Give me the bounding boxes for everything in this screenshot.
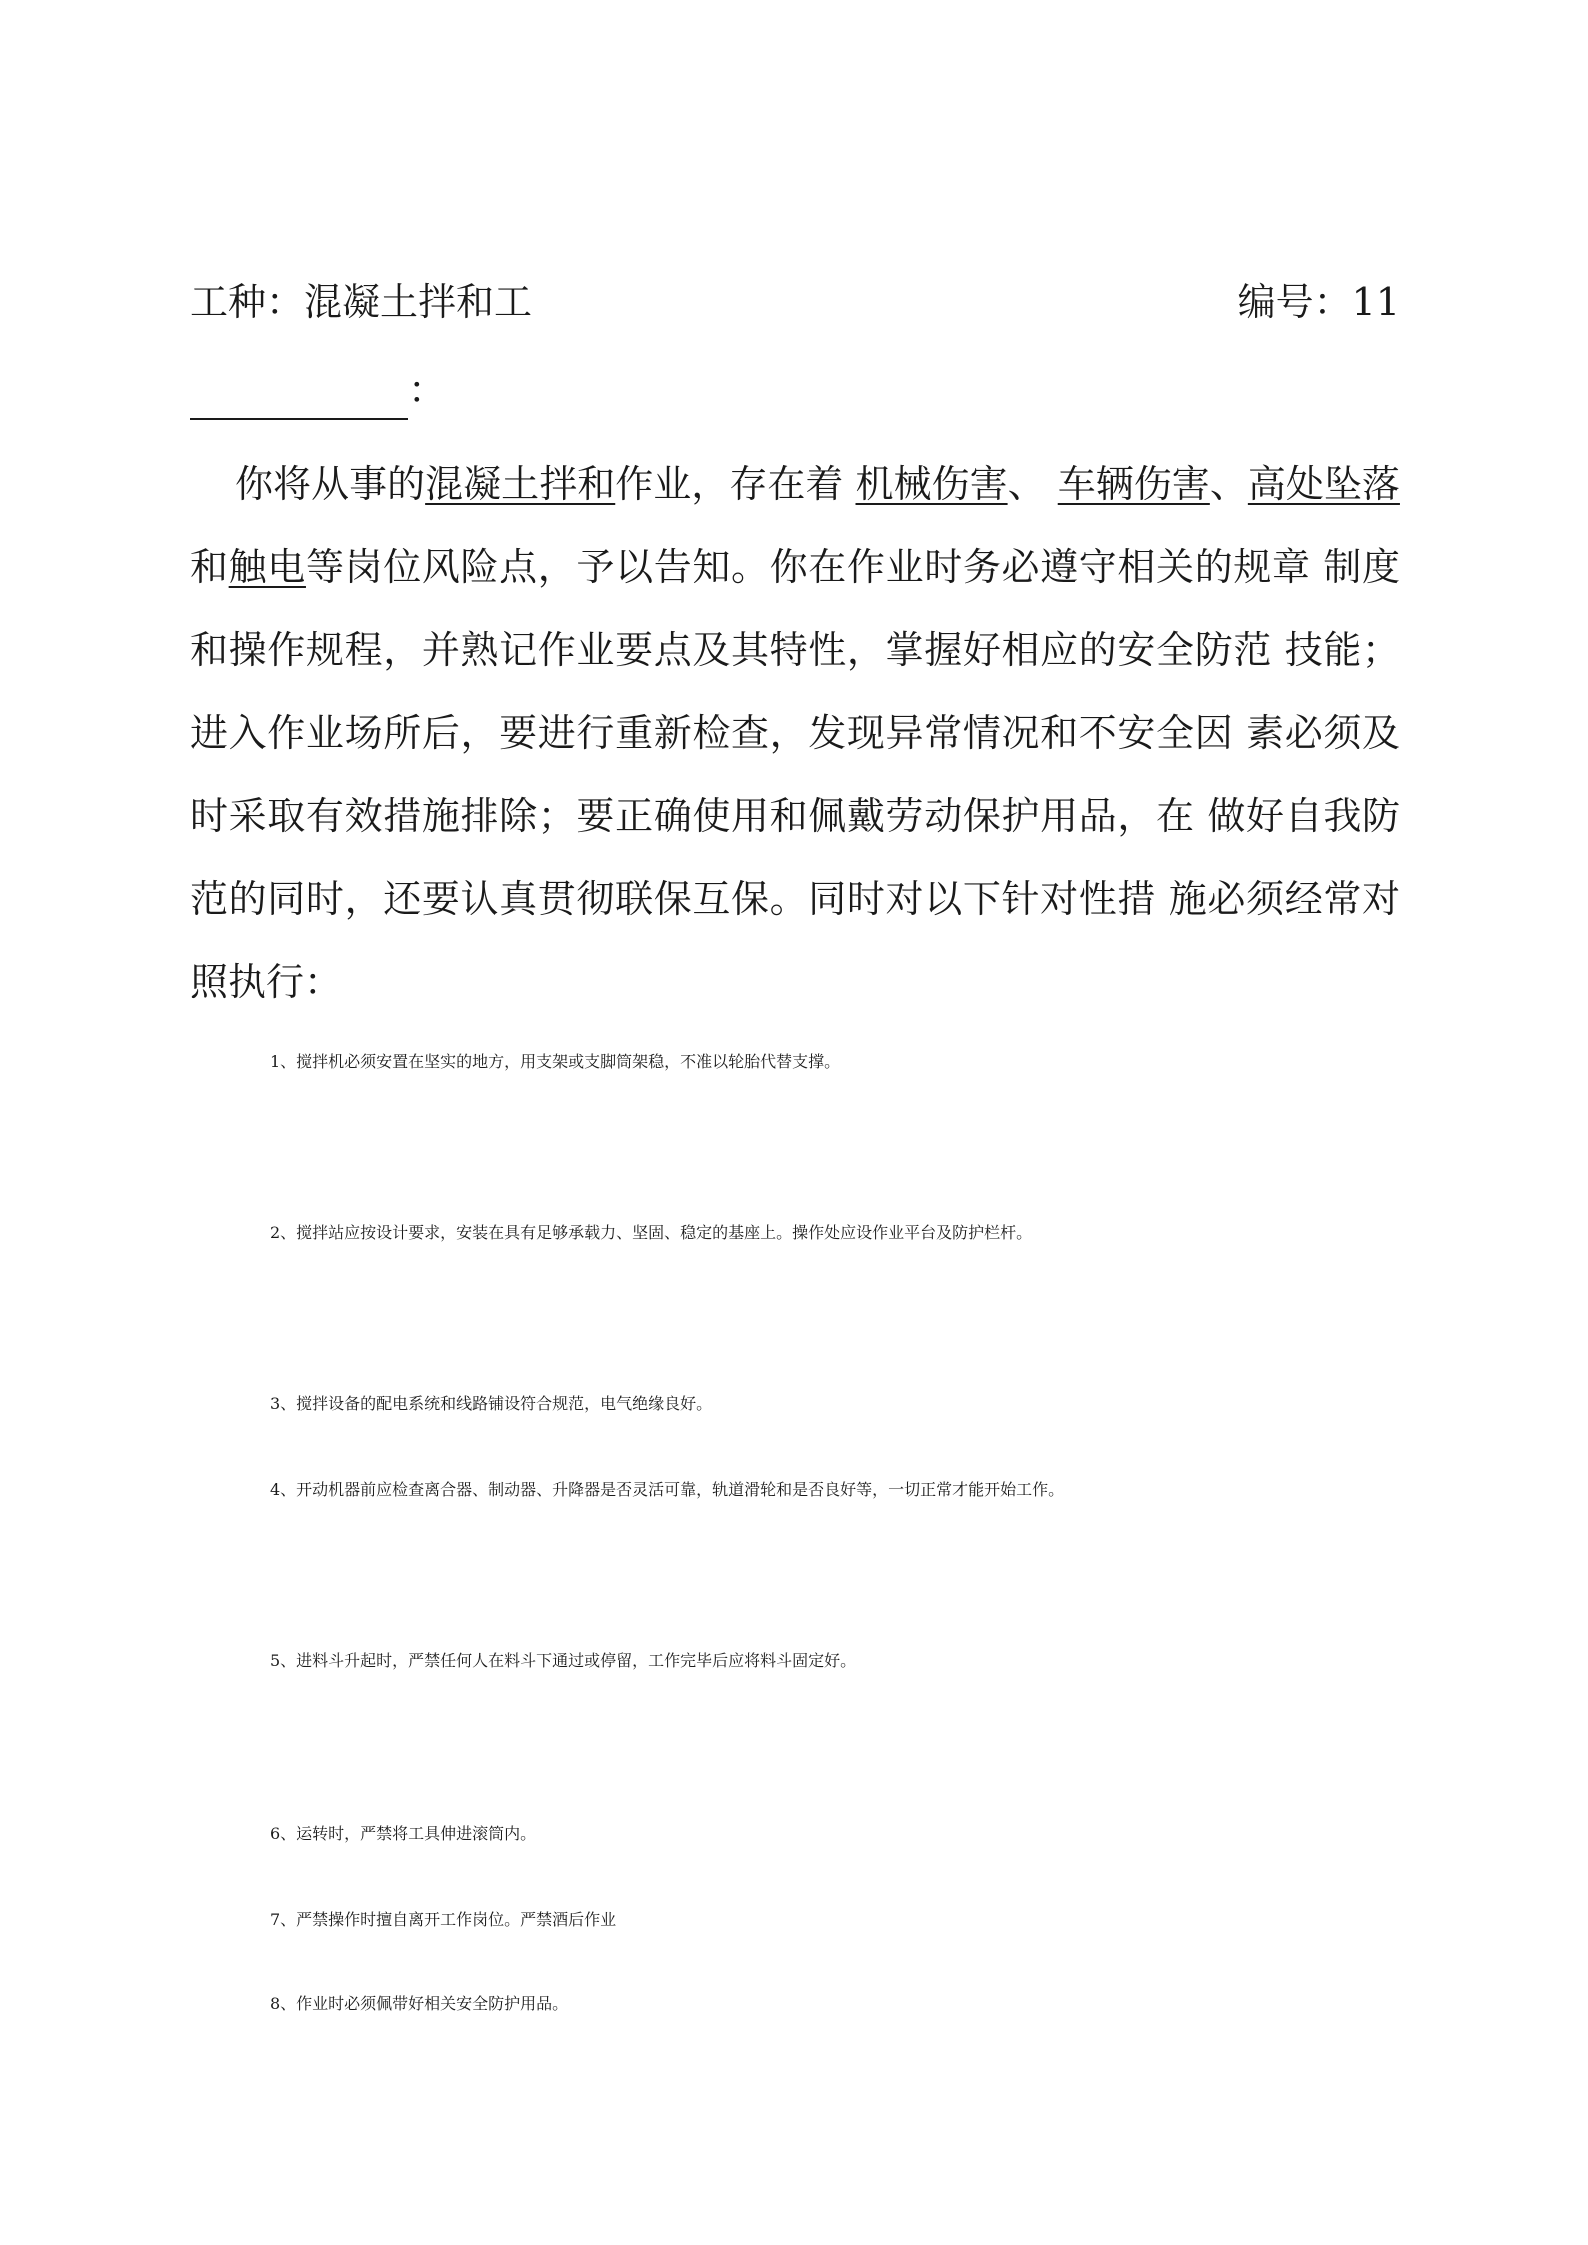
risk-fall-from-height: 高处坠落 bbox=[1247, 462, 1400, 506]
risk-mechanical-injury: 机械伤害 bbox=[855, 462, 1008, 506]
job-type-label: 工种：混凝土拌和工 bbox=[190, 280, 533, 324]
safety-item-3: 3、搅拌设备的配电系统和线路铺设符合规范，电气绝缘良好。 bbox=[270, 1394, 713, 1413]
intro-text: 、 bbox=[1007, 462, 1058, 506]
safety-item-5: 5、进料斗升起时，严禁任何人在料斗下通过或停留，工作完毕后应将料斗固定好。 bbox=[270, 1651, 857, 1670]
intro-text: 等岗位风险点，予以告知。你在作业时务必遵守相关的规章 制度和操作规程，并熟记作业要点及其特性，掌握好相应的安全防范 技能；进入作业场所后，要进行重新检查，发现异常情况和不安全因 素必须及时采取有效措施排除；要正确使用和佩戴劳动保护用品，在 做好自我防范的同时，还要认真贯彻联保互保。同时对以下针对性措 施必须经常对照执行： bbox=[190, 545, 1400, 1004]
intro-text: 、 bbox=[1209, 462, 1248, 506]
recipient-blank bbox=[190, 370, 408, 420]
intro-text: 作业，存在着 bbox=[615, 462, 856, 506]
safety-item-4: 4、开动机器前应检查离合器、制动器、升降器是否灵活可靠，轨道滑轮和是否良好等，一切正常才能开始工作。 bbox=[270, 1480, 1065, 1499]
safety-item-1: 1、搅拌机必须安置在坚实的地方，用支架或支脚筒架稳，不准以轮胎代替支撑。 bbox=[270, 1052, 841, 1071]
safety-item-6: 6、运转时，严禁将工具伸进滚筒内。 bbox=[270, 1824, 537, 1843]
safety-item-7: 7、严禁操作时擅自离开工作岗位。严禁酒后作业 bbox=[270, 1910, 617, 1929]
recipient-line bbox=[190, 360, 446, 420]
risk-vehicle-injury: 车辆伤害 bbox=[1057, 462, 1210, 506]
recipient-colon: ： bbox=[408, 368, 447, 412]
header-row bbox=[190, 272, 1400, 332]
safety-item-8: 8、作业时必须佩带好相关安全防护用品。 bbox=[270, 1994, 569, 2013]
risk-electric-shock: 触电 bbox=[228, 545, 306, 589]
safety-item-2: 2、搅拌站应按设计要求，安装在具有足够承载力、坚固、稳定的基座上。操作处应设作业平台及防护栏杆。 bbox=[270, 1223, 1033, 1242]
document-number: 编号：11 bbox=[1237, 280, 1400, 324]
intro-text: 和 bbox=[190, 545, 229, 589]
intro-paragraph bbox=[190, 443, 1400, 1024]
intro-text: 你将从事的 bbox=[235, 462, 426, 506]
job-name-underlined: 混凝土拌和 bbox=[425, 462, 616, 506]
